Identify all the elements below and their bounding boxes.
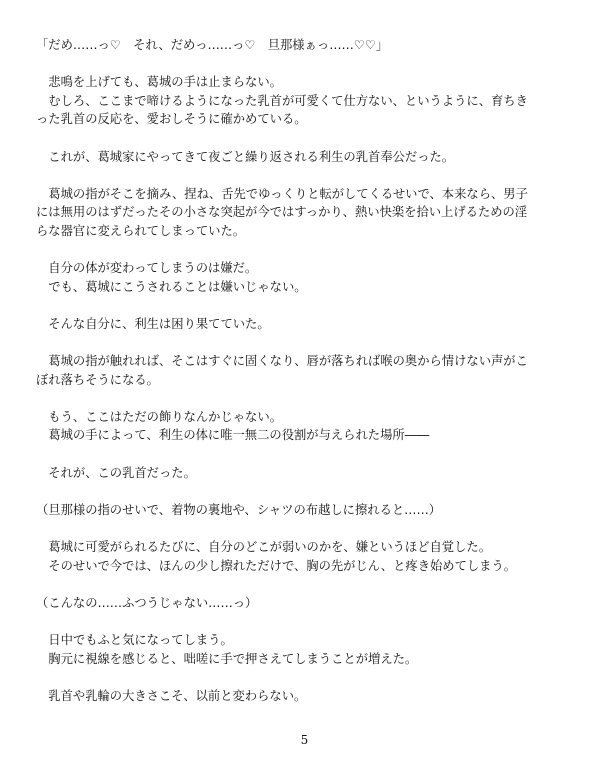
text-line: 日中でもふと気になってしまう。	[36, 633, 233, 647]
text-line: これが、葛城家にやってきて夜ごと繰り返される利生の乳首奉公だった。	[36, 149, 455, 164]
text-line: 乳首や乳輪の大きさこそ、以前と変わらない。	[36, 688, 307, 703]
blank-line	[36, 482, 581, 501]
text-line: それが、この乳首だった。	[36, 465, 196, 480]
text-line: （旦那様の指のせいで、着物の裏地や、シャツの布越しに擦れると……）	[36, 502, 442, 517]
text-line: った乳首の反応を、愛おしそうに確かめている。	[36, 112, 307, 127]
text-line: ぼれ落ちそうになる。	[36, 372, 159, 387]
blank-line	[36, 519, 581, 538]
text-line: 悲鳴を上げても、葛城の手は止まらない。	[36, 75, 282, 90]
text-line: には無用のはずだったその小さな突起が今ではすっかり、熱い快楽を拾い上げるための淫	[36, 205, 528, 220]
blank-line	[36, 612, 581, 631]
blank-line	[36, 575, 581, 594]
text-line: そんな自分に、利生は困り果てていた。	[36, 316, 270, 331]
text-line: （こんなの……ふつうじゃない……っ）	[36, 595, 258, 610]
blank-line	[36, 334, 581, 353]
blank-line	[36, 668, 581, 687]
text-line: 葛城の指が触れれば、そこはすぐに固くなり、唇が落ちれば喉の奥から情けない声がこ	[36, 354, 528, 369]
text-line: 自分の体が変わってしまうのは嫌だ。	[36, 261, 258, 276]
blank-line	[36, 129, 581, 148]
text-line: そのせいで今では、ほんの少し擦れただけで、胸の先がじん、と疼き始めてしまう。	[36, 558, 517, 573]
text-line: むしろ、ここまで啼けるようになった乳首が可愛くて仕方ない、というように、育ちき	[36, 93, 528, 108]
text-line: もう、ここはただの飾りなんかじゃない。	[36, 409, 282, 424]
text-line: 葛城の手によって、利生の体に唯一無二の役割が与えられた場所――	[36, 428, 430, 443]
text-line: 胸元に視線を感じると、咄嗟に手で押さえてしまうことが増えた。	[36, 651, 418, 666]
blank-line	[36, 389, 581, 408]
blank-line	[36, 296, 581, 315]
blank-line	[36, 55, 581, 74]
text-line: 「だめ……っ♡ それ、だめっ……っ♡ 旦那様ぁっ……♡♡」	[36, 38, 389, 52]
text-line: らな器官に変えられてしまっていた。	[36, 223, 246, 238]
text-line: 葛城の指がそこを摘み、捏ね、舌先でゆっくりと転がしてくるせいで、本来なら、男子	[36, 186, 528, 201]
blank-line	[36, 445, 581, 464]
page-number: 5	[300, 733, 309, 747]
body-text	[36, 36, 581, 705]
text-line: 葛城に可愛がられるたびに、自分のどこが弱いのかを、嫌というほど自覚した。	[36, 540, 491, 555]
text-line: でも、葛城にこうされることは嫌いじゃない。	[36, 279, 307, 294]
blank-line	[36, 166, 581, 185]
blank-line	[36, 241, 581, 260]
